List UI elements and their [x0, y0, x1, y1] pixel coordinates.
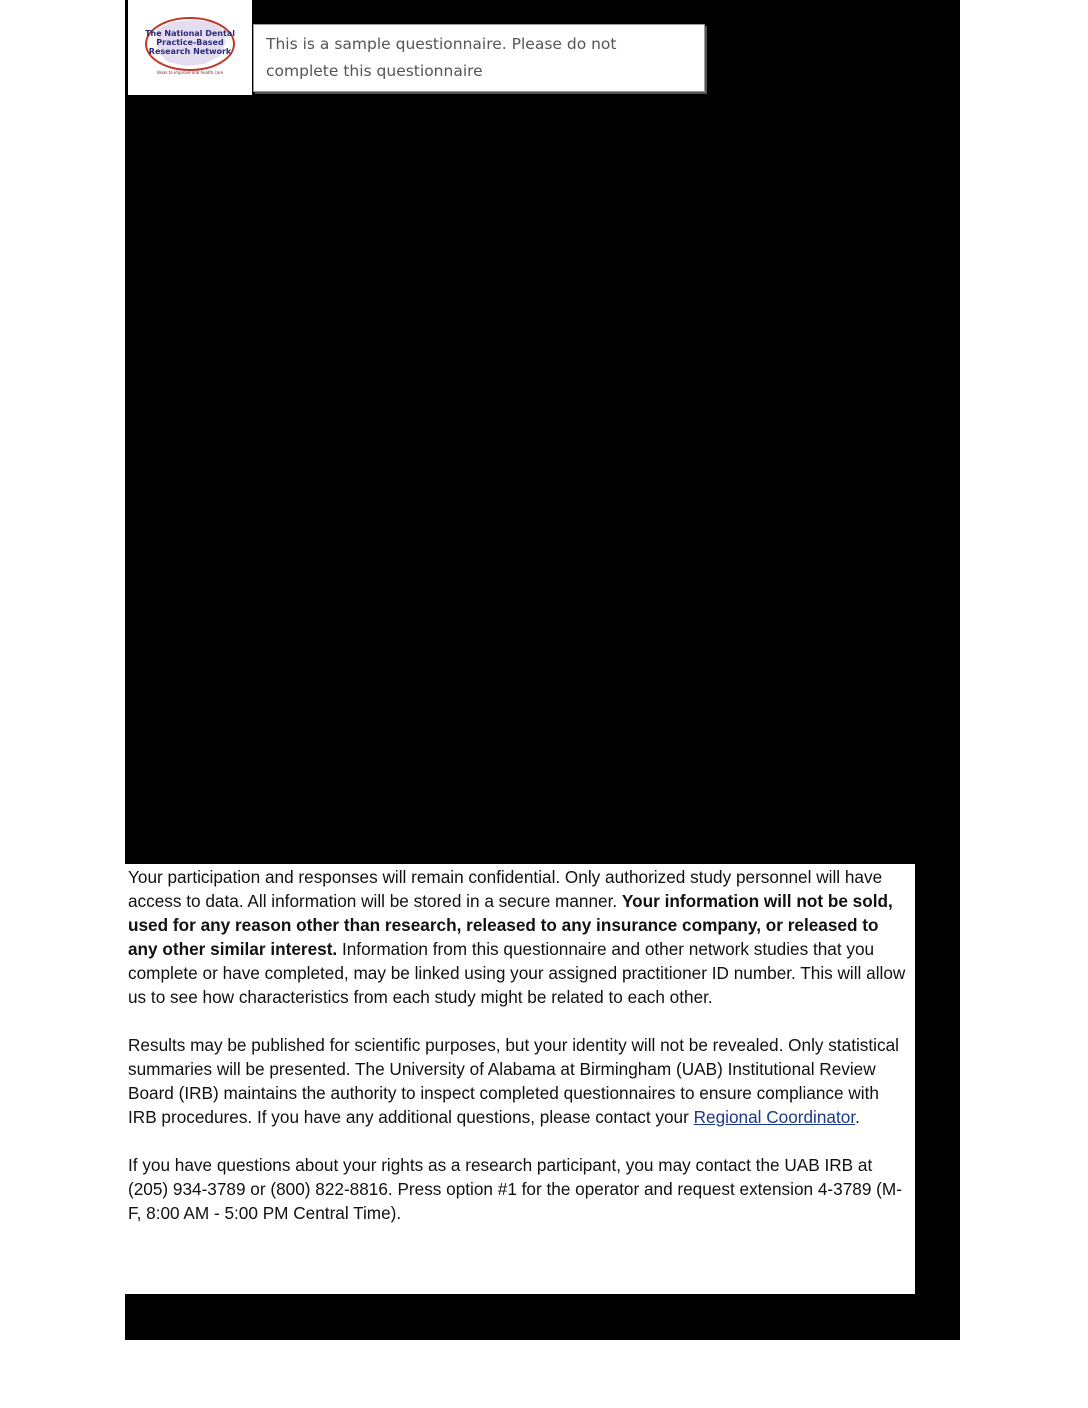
notice-line2: complete this questionnaire	[266, 62, 483, 80]
logo-line3: Research Network	[148, 47, 232, 56]
sample-notice	[253, 24, 705, 92]
publication-paragraph	[128, 1033, 912, 1129]
network-logo	[128, 0, 252, 95]
logo-line1: The National Dental	[145, 29, 235, 38]
logo-line2: Practice-Based	[156, 38, 224, 47]
logo-graphic	[142, 12, 240, 82]
para1-text1: Your participation and responses will remain confidential. Only authorized study personnel will have access to data. All information will be stored in a secure manner.	[128, 867, 883, 911]
para1-text2: Information from this questionnaire and other network studies that you complete or have completed, may be linked using your assigned practitioner ID number. This will allow us to see how characteristics from each study might be related to each other.	[128, 939, 906, 1007]
rights-paragraph: If you have questions about your rights as a research participant, you may contact the UAB IRB at (205) 934-3789 or (800) 822-8816. Press option #1 for the operator and request extension 4-3789 (M-F, 8:00 AM - 5:00 PM Central Time).	[128, 1155, 902, 1223]
para1-bold-statement: Your information will not be sold, used for any reason other than research, released to any insurance company, or released to any other similar interest.	[128, 891, 893, 959]
regional-coordinator-link[interactable]: Regional Coordinator	[693, 1107, 856, 1127]
logo-tagline: Ideas to improve oral health care	[156, 70, 224, 75]
confidentiality-paragraph	[128, 865, 912, 1009]
consent-text	[125, 864, 915, 1294]
notice-line1: This is a sample questionnaire. Please do not	[266, 35, 617, 53]
para2-text2: .	[855, 1107, 860, 1127]
para2-text1: Results may be published for scientific purposes, but your identity will not be revealed. Only statistical summaries will be presented. The University of Alabama at Birmingham (UAB) Institutional Review Board (IRB) maintains the authority to inspect completed questionnaires to ensure compliance with IRB procedures. If you have any additional questions, please contact your	[128, 1035, 899, 1127]
